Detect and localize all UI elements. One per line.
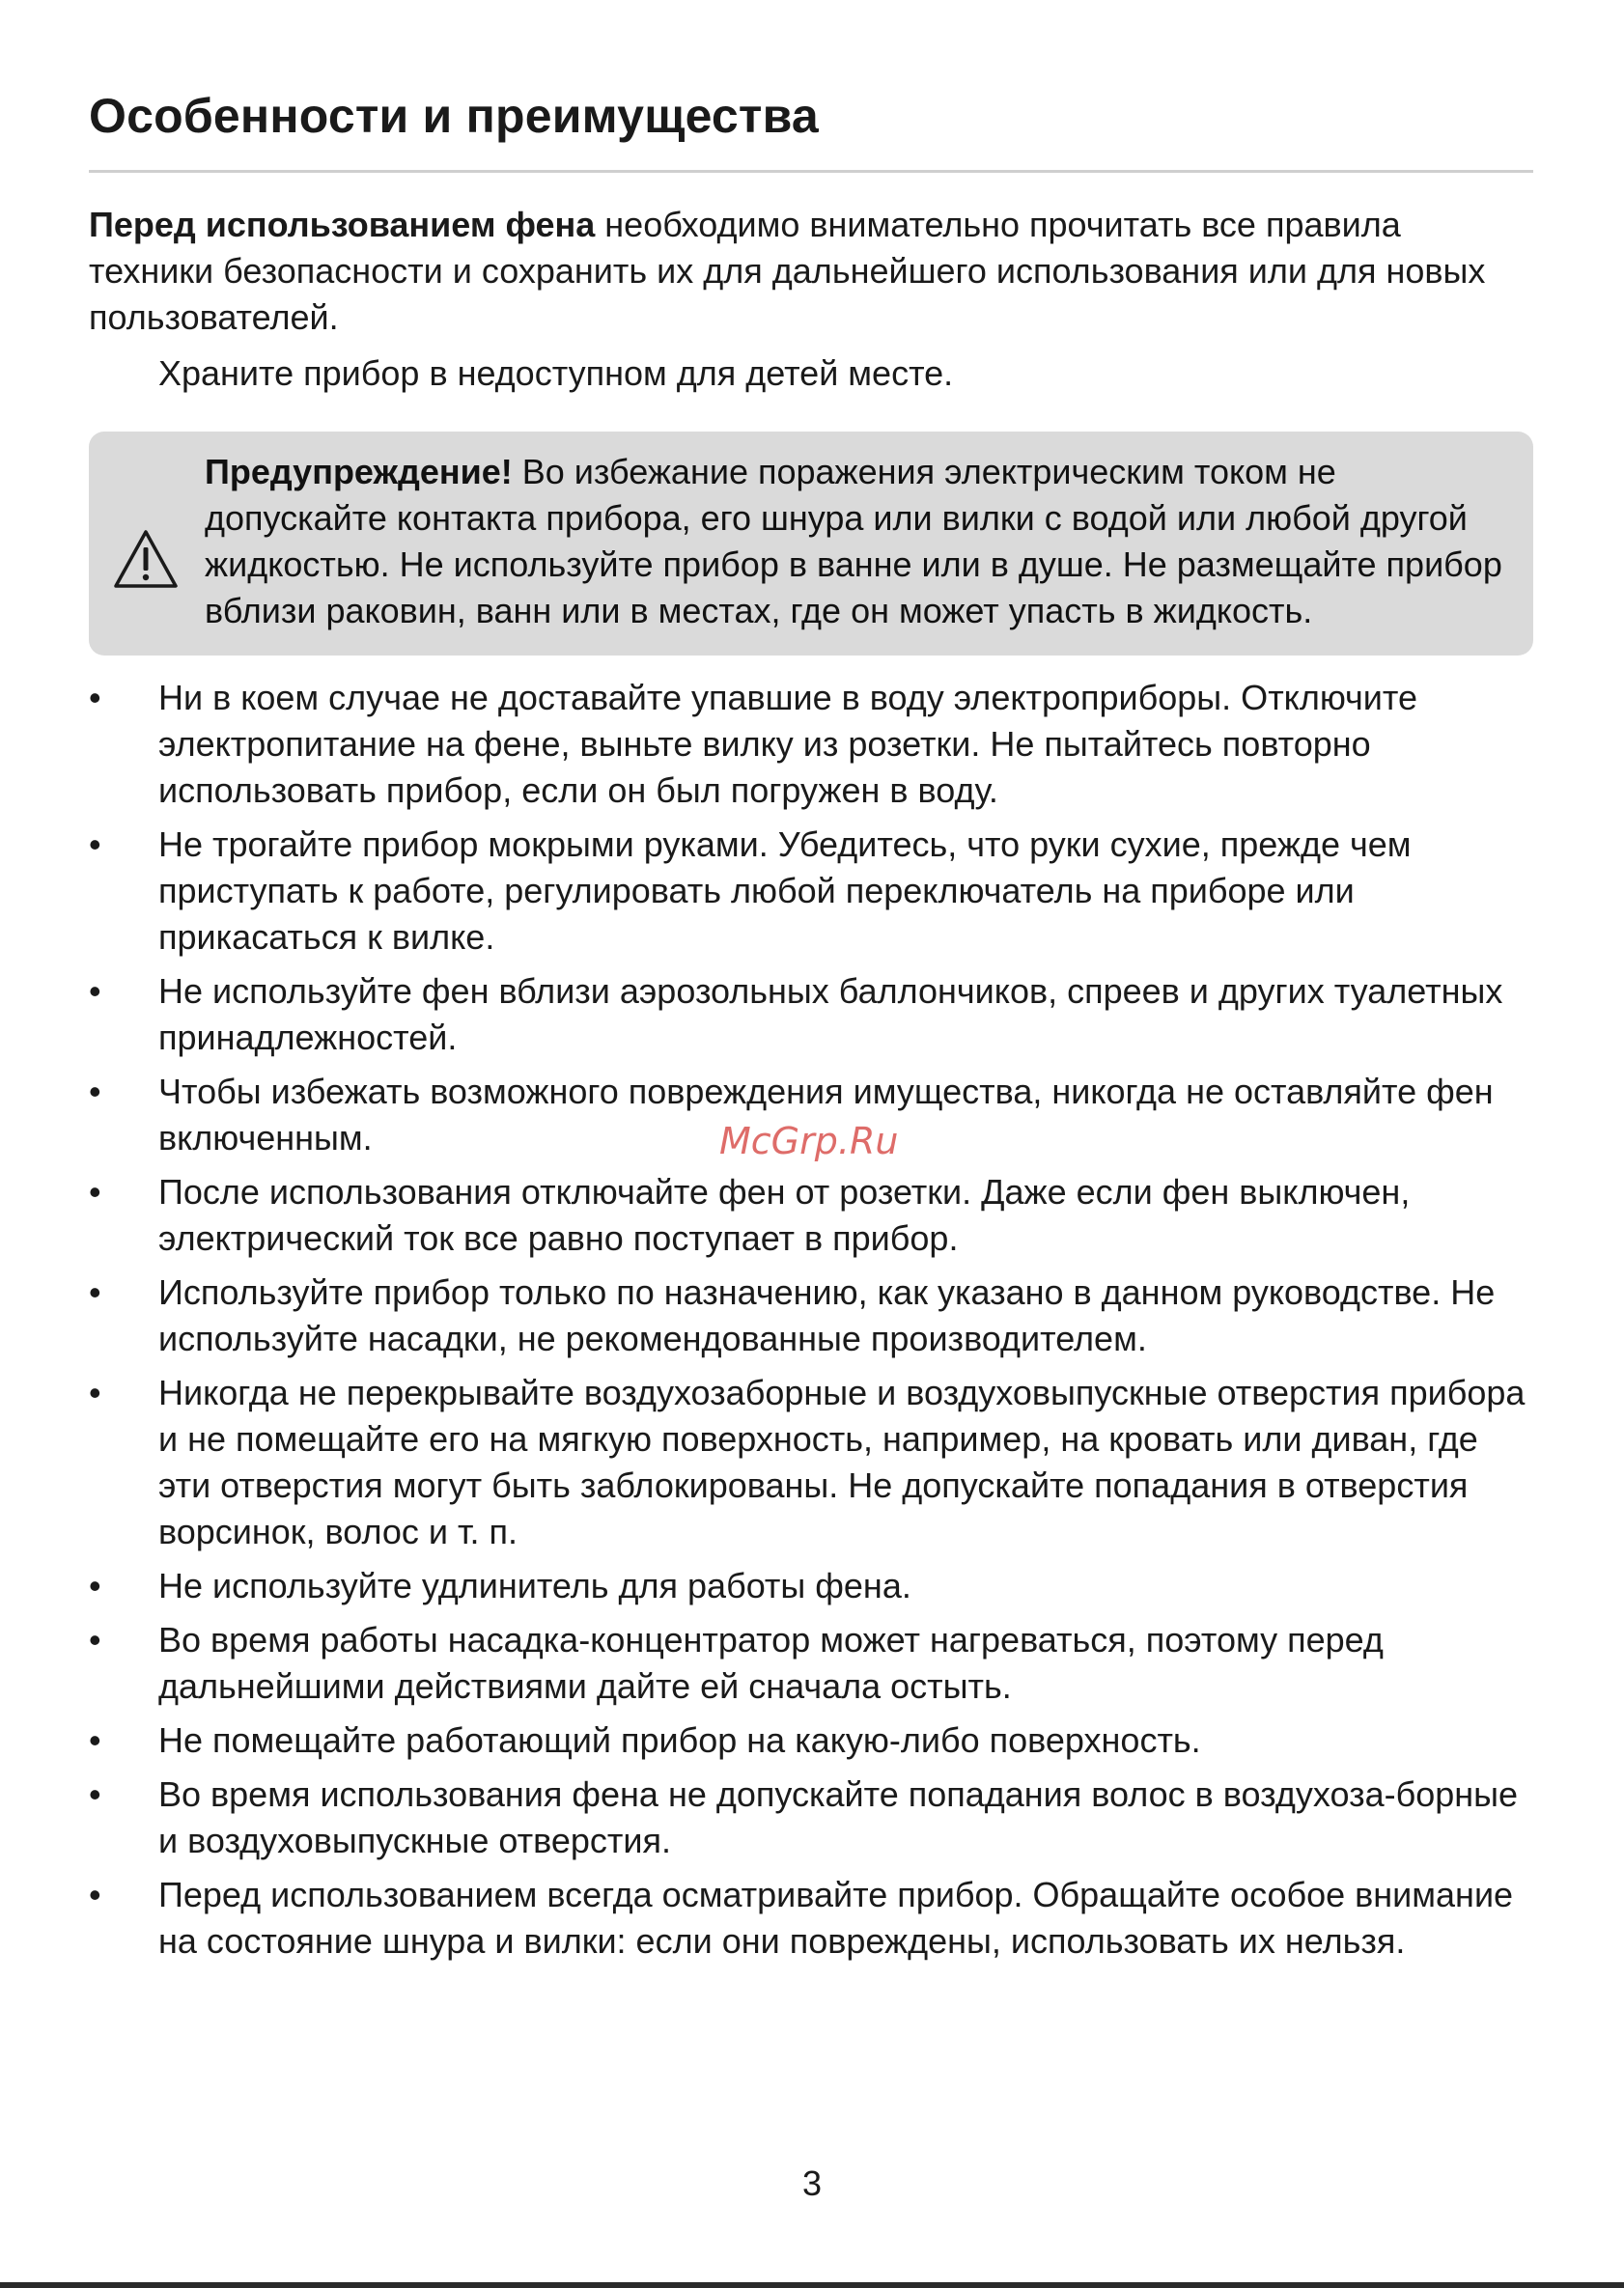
list-item [89, 675, 1533, 814]
keep-away-note: Храните прибор в недоступном для детей месте. [158, 353, 954, 393]
document-page [89, 87, 1533, 1972]
list-item [89, 1617, 1533, 1710]
list-item [89, 1872, 1533, 1965]
bullet: • [89, 1875, 101, 1914]
list-item [89, 1270, 1533, 1362]
bullet: • [89, 1373, 101, 1412]
bullet: • [89, 678, 101, 717]
page-title: Особенности и преимущества [89, 89, 819, 143]
list-item [89, 1717, 1533, 1764]
list-item-text: Перед использованием всегда осматривайте прибор. Обращайте особое внимание на состояние шнура и вилки: если они повреждены, использовать их нельзя. [158, 1875, 1514, 1961]
list-item-text: Во время использования фена не допускайте попадания волос в воздухоза-борные и воздуховыпускные отверстия. [158, 1774, 1519, 1860]
list-item [89, 968, 1533, 1061]
intro-paragraph [89, 202, 1533, 341]
list-item [89, 1772, 1533, 1864]
bullet: • [89, 824, 101, 864]
bottom-edge-bar [0, 2282, 1624, 2288]
list-item-text: Не помещайте работающий прибор на какую-либо поверхность. [158, 1720, 1201, 1760]
list-item [89, 1563, 1533, 1609]
list-item-text: Чтобы избежать возможного повреждения имущества, никогда не оставляйте фен включенным. [158, 1072, 1494, 1158]
list-item-text: Во время работы насадка-концентратор может нагреваться, поэтому перед дальнейшими действиями дайте ей сначала остыть. [158, 1620, 1384, 1706]
bullet: • [89, 1072, 101, 1111]
watermark: McGrp.Ru [719, 1120, 899, 1162]
safety-rules-list [89, 675, 1533, 1965]
list-item-text: Никогда не перекрывайте воздухозаборные и воздуховыпускные отверстия прибора и не помещайте его на мягкую поверхность, например, на кровать или диван, где эти отверстия могут быть заблокированы. Не допускайте попадания в отверстия ворсинок, волос и т. п. [158, 1373, 1526, 1551]
intro-text: необходимо внимательно прочитать все правила техники безопасности и сохранить их для дальнейшего использования или для новых пользователей. [89, 205, 1486, 337]
list-item [89, 822, 1533, 961]
warning-body: Во избежание поражения электрическим током не допускайте контакта прибора, его шнура или вилки с водой или любой другой жидкостью. Не используйте прибор в ванне или в душе. Не размещайте прибор вблизи раковин, ванн или в местах, где он может упасть в жидкость. [205, 452, 1502, 630]
list-item-text: Используйте прибор только по назначению, как указано в данном руководстве. Не используйте насадки, не рекомендованные производителем. [158, 1272, 1496, 1358]
bullet: • [89, 1620, 101, 1660]
warning-bold: Предупреждение! [205, 452, 513, 491]
bullet: • [89, 1272, 101, 1312]
warning-box [89, 432, 1533, 656]
bullet: • [89, 1172, 101, 1212]
bullet: • [89, 1720, 101, 1760]
bullet: • [89, 1566, 101, 1605]
list-item [89, 1370, 1533, 1555]
warning-triangle-icon [112, 528, 180, 590]
warning-text [205, 449, 1504, 634]
bullet: • [89, 971, 101, 1011]
list-item-text: Ни в коем случае не доставайте упавшие в воду электроприборы. Отключите электропитание на фене, выньте вилку из розетки. Не пытайтесь повторно использовать прибор, если он был погружен в воду. [158, 678, 1418, 810]
list-item-text: Не трогайте прибор мокрыми руками. Убедитесь, что руки сухие, прежде чем приступать к работе, регулировать любой переключатель на приборе или прикасаться к вилке. [158, 824, 1412, 957]
list-item-text: Не используйте фен вблизи аэрозольных баллончиков, спреев и других туалетных принадлежностей. [158, 971, 1503, 1057]
list-item-text: После использования отключайте фен от розетки. Даже если фен выключен, электрический ток все равно поступает в прибор. [158, 1172, 1411, 1258]
intro-bold: Перед использованием фена [89, 205, 596, 244]
list-item [89, 1169, 1533, 1262]
list-item-text: Не используйте удлинитель для работы фена. [158, 1566, 911, 1605]
title-divider [89, 170, 1533, 173]
page-number: 3 [801, 2163, 823, 2203]
bullet: • [89, 1774, 101, 1814]
